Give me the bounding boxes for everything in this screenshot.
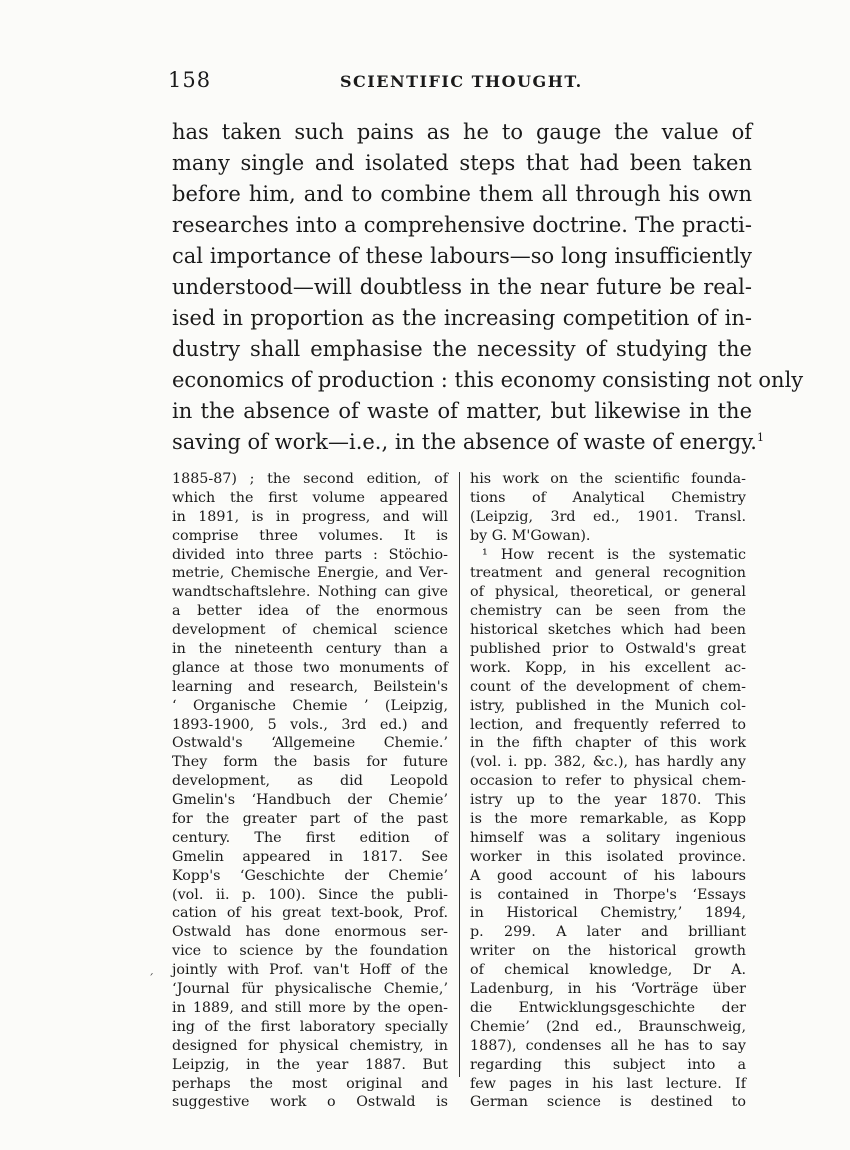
- footnote-line: glance at those two monuments of: [172, 659, 448, 676]
- main-text: [172, 117, 804, 458]
- footnote-line: historical sketches which had been: [470, 622, 746, 639]
- footnote-line: Ladenburg, in his ‘Vorträge über: [470, 981, 746, 998]
- footnote-line: p. 299. A later and brilliant: [470, 924, 746, 941]
- footnote-line: treatment and general recognition: [470, 565, 746, 582]
- footnote-line: chemistry can be seen from the: [470, 603, 746, 620]
- footnote-line: a better idea of the enormous: [172, 603, 448, 620]
- footnote-line: development of chemical science: [172, 622, 448, 639]
- footnote-column-right: [470, 470, 746, 1112]
- footnote-line: (Leipzig, 3rd ed., 1901. Transl.: [470, 508, 746, 525]
- footnote-column-left: [172, 470, 448, 1112]
- main-text-line: dustry shall emphasise the necessity of studying the: [172, 337, 752, 361]
- footnote-marker: 1: [757, 431, 764, 444]
- footnote-line: count of the development of chem-: [470, 678, 746, 695]
- footnote-line: in the fifth chapter of this work: [470, 735, 746, 752]
- footnote-line: istry up to the year 1870. This: [470, 792, 746, 809]
- footnote-line: is the more remarkable, as Kopp: [470, 811, 746, 828]
- main-text-line: in the absence of waste of matter, but likewise in the: [172, 399, 752, 423]
- main-text-line: understood—will doubtless in the near future be real-: [172, 275, 752, 299]
- footnote-line: cation of his great text-book, Prof.: [172, 905, 448, 922]
- footnote-line: ‘Journal für physicalische Chemie,’: [172, 981, 448, 998]
- footnote-line: Kopp's ‘Geschichte der Chemie’: [172, 867, 448, 884]
- footnote-line: A good account of his labours: [470, 867, 746, 884]
- footnote-line: Gmelin's ‘Handbuch der Chemie’: [172, 792, 448, 809]
- footnote-line: metrie, Chemische Energie, and Ver-: [172, 565, 448, 582]
- footnote-line: 1885-87) ; the second edition, of: [172, 471, 448, 487]
- footnote-line: jointly with Prof. van't Hoff of the: [172, 962, 448, 979]
- footnote-line: century. The first edition of: [172, 829, 448, 846]
- footnote-line: himself was a solitary ingenious: [470, 829, 746, 846]
- footnote-line: vice to science by the foundation: [172, 943, 448, 960]
- footnote-line: which the first volume appeared: [172, 489, 448, 506]
- main-text-line: researches into a comprehensive doctrine. The practi-: [172, 213, 752, 237]
- footnote-line: Ostwald has done enormous ser-: [172, 924, 448, 941]
- main-text-line: cal importance of these labours—so long insufficiently: [172, 244, 752, 268]
- footnote-line: Ostwald's ‘Allgemeine Chemie.’: [172, 735, 448, 752]
- main-text-line: before him, and to combine them all through his own: [172, 182, 752, 206]
- footnote-line: 1893-1900, 5 vols., 3rd ed.) and: [172, 716, 448, 733]
- footnote-line: perhaps the most original and: [172, 1075, 448, 1092]
- footnote-line: They form the basis for future: [172, 754, 448, 771]
- main-text-line: ised in proportion as the increasing competition of in-: [172, 306, 752, 330]
- footnote-line: ‘ Organische Chemie ’ (Leipzig,: [172, 697, 448, 714]
- footnote-line: of chemical knowledge, Dr A.: [470, 962, 746, 979]
- footnote-line: (vol. ii. p. 100). Since the publi-: [172, 886, 448, 903]
- footnote-line: development, as did Leopold: [172, 773, 448, 790]
- footnote-line: tions of Analytical Chemistry: [470, 489, 746, 506]
- footnote-line: by G. M'Gowan).: [470, 527, 591, 544]
- page-header: [168, 68, 753, 104]
- main-text-line: many single and isolated steps that had been taken: [172, 151, 752, 175]
- footnote-line: work. Kopp, in his excellent ac-: [470, 659, 746, 676]
- footnote-line: German science is destined to: [470, 1094, 746, 1111]
- footnote-line: Leipzig, in the year 1887. But: [172, 1056, 448, 1073]
- main-text-line: has taken such pains as he to gauge the value of: [172, 120, 752, 144]
- footnote-line: of physical, theoretical, or general: [470, 584, 746, 601]
- main-text-last-line: [172, 427, 764, 458]
- footnote-line: his work on the scientific founda-: [470, 471, 746, 487]
- footnote-line: suggestive work o Ostwald is: [172, 1094, 448, 1111]
- page-number: 158: [168, 68, 212, 92]
- footnote-line: for the greater part of the past: [172, 811, 448, 828]
- footnote-line: in 1889, and still more by the open-: [172, 999, 448, 1016]
- main-text-line: economics of production : this economy consisting not only: [172, 368, 804, 392]
- main-text-line: saving of work—i.e., in the absence of waste of energy.: [172, 430, 757, 454]
- running-title: SCIENTIFIC THOUGHT.: [340, 72, 583, 91]
- margin-mark: ´: [148, 972, 154, 986]
- footnote-line: regarding this subject into a: [470, 1056, 746, 1073]
- column-divider: [459, 472, 460, 1077]
- footnote-line: Gmelin appeared in 1817. See: [172, 848, 448, 865]
- footnote-line: ing of the first laboratory specially: [172, 1018, 448, 1035]
- footnote-line: in 1891, is in progress, and will: [172, 508, 448, 525]
- footnote-line: writer on the historical growth: [470, 943, 746, 960]
- footnote-line: worker in this isolated province.: [470, 848, 746, 865]
- footnote-line: in Historical Chemistry,’ 1894,: [470, 905, 746, 922]
- footnote-line: few pages in his last lecture. If: [470, 1075, 746, 1092]
- footnote-line: comprise three volumes. It is: [172, 527, 448, 544]
- footnote-line: occasion to refer to physical chem-: [470, 773, 746, 790]
- footnote-line: ¹ How recent is the systematic: [482, 546, 746, 563]
- footnote-line: istry, published in the Munich col-: [470, 697, 746, 714]
- footnote-line: learning and research, Beilstein's: [172, 678, 448, 695]
- footnote-line: is contained in Thorpe's ‘Essays: [470, 886, 746, 903]
- footnote-line: Chemie’ (2nd ed., Braunschweig,: [470, 1018, 746, 1035]
- footnote-line: (vol. i. pp. 382, &c.), has hardly any: [470, 754, 746, 771]
- footnote-line: published prior to Ostwald's great: [470, 641, 746, 658]
- footnote-line: wandtschaftslehre. Nothing can give: [172, 584, 448, 601]
- footnote-line: die Entwicklungsgeschichte der: [470, 999, 746, 1016]
- footnote-line: in the nineteenth century than a: [172, 641, 448, 658]
- footnote-line: designed for physical chemistry, in: [172, 1037, 448, 1054]
- footnote-line: 1887), condenses all he has to say: [470, 1037, 746, 1054]
- footnote-line: divided into three parts : Stöchio-: [172, 546, 448, 563]
- footnote-line: lection, and frequently referred to: [470, 716, 746, 733]
